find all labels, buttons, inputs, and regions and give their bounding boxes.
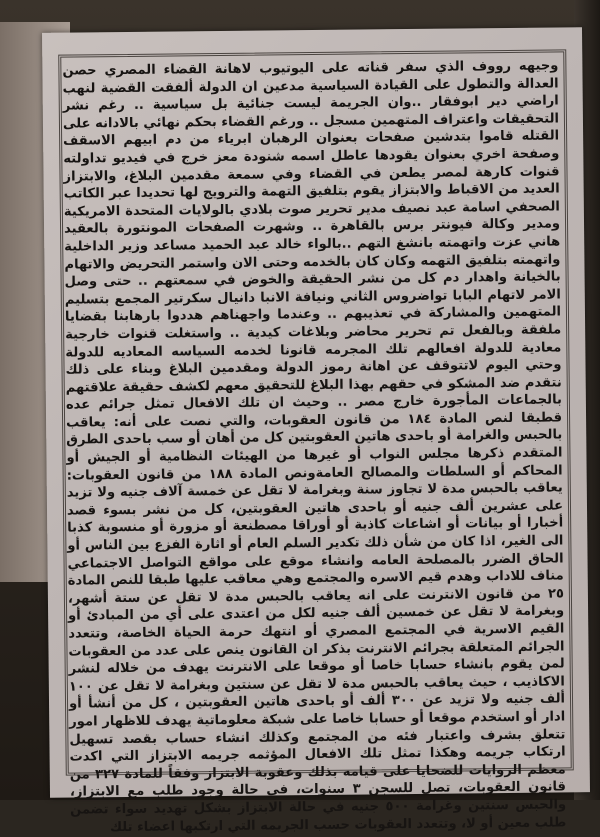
- body-paragraph: وجيهه رووف الذي سفر قناته على اليوتيوب لاهانة القضاء المصري حصن العدالة والتطول على القيادة السياسية مدعين ان الدولة ألفقت القضية لنهب اراضي دير ابوفقار ..وان الجريمة ليست جنائية بل سياسية .. رغم نشر التحقيقات واعتراف المتهمين مسجل .. ورغم القضاء بحكم نهائي بالادانه على القتله قاموا بتدشين صفحات بعنوان الرهبان ابرياء من دم ابيهم الاسقف وصفحة اخري بعنوان يقودها عاطل اسمه شنودة معز خرج في فيديو تداولته قنوات كارهة لمصر يطعن في القضاء وفي سمعة مقدمين البلاغ، والابتزاز العديد من الاقباط والابتزاز يقوم بتلفيق التهمة والترويج لها تحديدا عبر الكاتب الصحفي اسامة عبد نصيف مدير تحرير صوت بلادي بالولايات المتحدة الامريكية ومدير وكالة فيونتر برس بالقاهرة .. وشهرت الصفحات المونتورة بالعقيد هاني عزت واتهمته بانشغ التهم ..بالواء خالد عبد الحميد مساعد وزير الداخلية واتهمته بتلفيق التهمه وكان كان بالخدمه وحتى الان واستمر التحريض والاتهام بالخيانة واهدار دم كل من نشر الحقيقة والخوض في سمعتهم .. حتى وصل الامر لاتهام البابا تواضروس الثاني ونيافة الانبا دانيال سكرتير المجمع بتسليم المتهمين والمشاركة في تعذيبهم .. وعندما واجهناهم هددوا بارهابنا بقضايا ملفقة وبالفعل تم تحرير محاضر وبلاغات كيدية .. واستغلت قنوات خارجية معادية للدولة افعالهم تلك المجرمه قانونا لخدمه السياسه المعاديه للدولة وحتي اليوم لاتتوقف عن اهانة رموز الدولة ومقدمين البلاغ وبناء على ذلك نتقدم ضد المشكو في حقهم بهذا البلاغ للتحقيق معهم لكشف حقيقة علاقتهم بالجماعات المأجورة خارج مصر .. وحيث ان تلك الافعال تمثل جرائم عده قطبقا لنص المادة ١٨٤ من قانون العقوبات، والتي نصت على أنه: يعاقب بالحبس والغرامة أو باحدى هاتين العقوبتين كل من أهان أو سب باحدى الطرق المتقدم ذكرها مجلس النواب أو غيرها من الهيئات النظامية أو الجيش أو المحاكم أو السلطات والمصالح العامةونص المادة ١٨٨ من قانون العقوبات: يعاقب بالحبس مدة لا تجاوز سنة وبغرامة لا تقل عن خمسة آلاف جنيه ولا تزيد على عشرين ألف جنيه أو باحدى هاتين العقوبتين، كل من نشر بسوء قصد أخبارا أو بيانات أو اشاعات كاذبة أو أوراقا مصطنعة أو مزورة أو منسوبة كذبا الى الغير، اذا كان من شأن ذلك تكدير السلم العام أو اثارة الفزع بين الناس أو الحاق الضرر بالمصلحة العامه وانشاء موقع على مواقع التواصل الاجتماعي مناف للاداب وهدم قيم الاسره والمجتمع وهي معاقب عليها طبقا للنص المادة ٢٥ من قانون الانترنت على انه يعاقب بالحبس مدة لا تقل عن ستة أشهر، وبغرامة لا تقل عن خمسين ألف جنيه لكل من اعتدى على أي من المبادئ أو القيم الاسرية في المجتمع المصري أو انتهك حرمة الحياة الخاصة، وتتعدد الجرائم المتعلقة بجرائم الانترنت بذكر ان القانون ينص على عدد من العقوبات لمن يقوم بانشاء حسابا خاصا أو موقعا على الانترنت يهدف من خلاله لنشر الاكاذيب ، حيث يعاقب بالحبس مدة لا تقل عن سنتين وبغرامة لا تقل عن ١٠٠ ألف جنيه ولا تزيد عن ٣٠٠ ألف أو باحدى هاتين العقوبتين ، كل من أنشأ أو ادار أو استخدم موقعا أو حسابا خاصا على شبكة معلوماتية يهدف للاظهار امور تتعلق بشرف واعتبار فئه من المجتمع وكذلك انشاء حساب بقصد تسهيل ارتكاب جريمه وهكذا تمثل تلك الافعال المؤثمه جريمه الابتزاز التي اكدت معظم الروايات للضحايا على قيامه بذلك وعقوبة الابتزاز وفقاً للمادة ٣٢٧ من قانون العقوبات، تصل للسجن ٣ سنوات، في حالة وجود طلب مع الابتزاز، والحبس سنتين وغرامة ٥٠٠ جنيه في حالة الابتزاز بشكل تهديد سواء تضمن طلب معين أو لا، وتتعدد العقوبات حسب الجريمه التي ارتكبها اعضاء تلك: [62, 58, 567, 835]
- document-body: [62, 57, 566, 836]
- document-page: [42, 27, 590, 835]
